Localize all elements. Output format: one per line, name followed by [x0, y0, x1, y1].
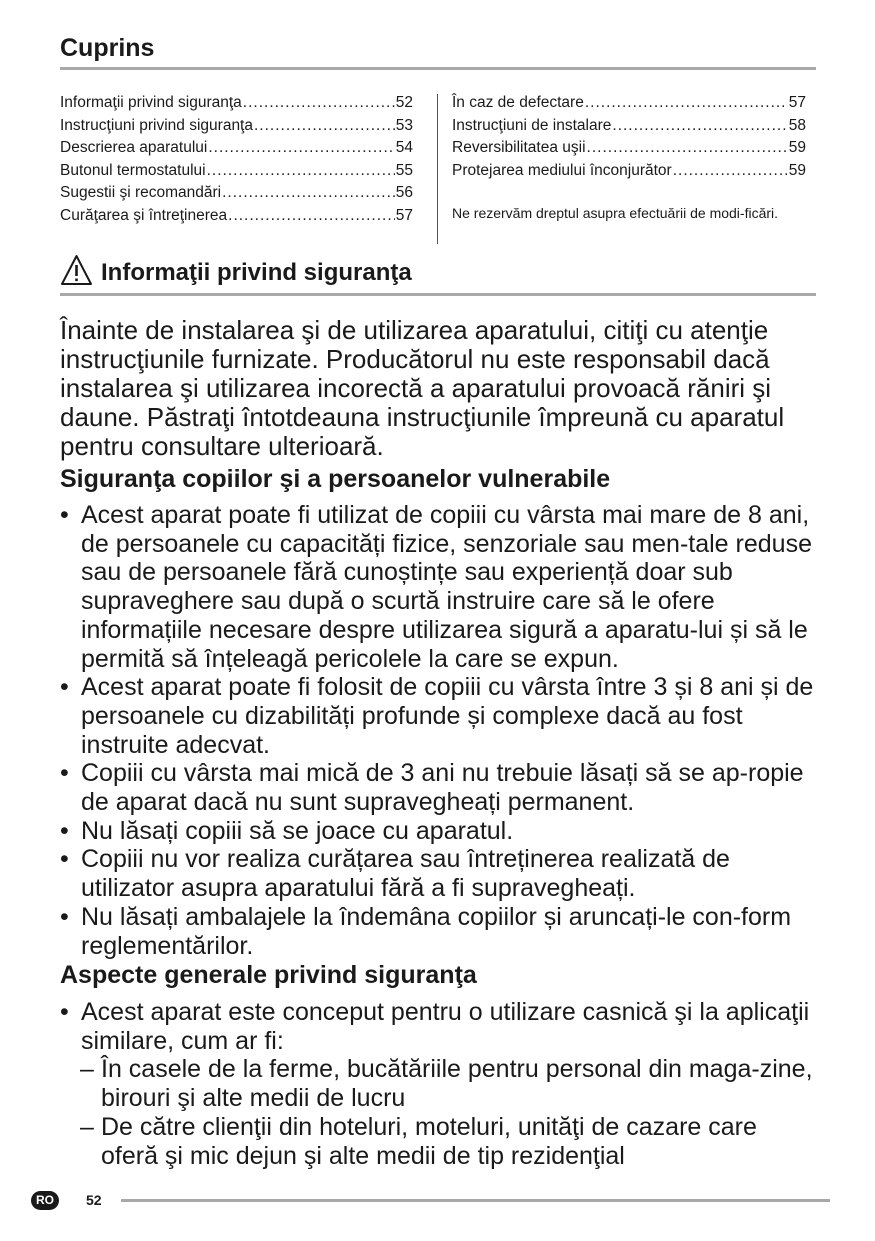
warning-icon	[60, 254, 93, 291]
toc-note: Ne rezervăm dreptul asupra efectuării de modi-ficări.	[452, 205, 779, 221]
list-item: • Acest aparat poate fi utilizat de copiii cu vârsta mai mare de 8 ani, de persoanele cu capacități fizice, senzoriale sau men-tale reduse sau de persoanele fără cunoștințe sau experiență doar sub supraveghere sau după o scurtă instruire care să le ofere informațiile necesare despre utilizarea sigură a aparatu-lui și să le permită să înțeleagă pericolele la care se expun.	[60, 501, 812, 673]
list-item: • Acest aparat poate fi folosit de copiii cu vârsta între 3 și 8 ani și de persoanele cu dizabilități profunde și complexe dacă au fost instruite adecvat.	[60, 673, 814, 759]
page-title: Cuprins	[60, 34, 155, 62]
list-item: • Nu lăsați copiii să se joace cu aparatul.	[60, 816, 514, 845]
toc-item[interactable]: În caz de defectare ..... 57	[452, 92, 806, 115]
children-safety-title: Siguranţa copiilor şi a persoanelor vulnerabile	[60, 465, 611, 493]
list-item: • Copiii nu vor realiza curățarea sau întreținerea realizată de utilizator asupra aparatului fără a fi supravegheați.	[60, 845, 730, 903]
sub-list-item: – În casele de la ferme, bucătăriile pentru personal din maga-zine, birouri şi alte medii de lucru	[80, 1055, 813, 1113]
toc-right-column	[452, 92, 806, 182]
toc-item[interactable]: Reversibilitatea uşii ..... 59	[452, 137, 806, 160]
list-item: • Copiii cu vârsta mai mică de 3 ani nu trebuie lăsați să se ap-ropie de aparat dacă nu sunt supravegheați permanent.	[60, 759, 804, 817]
children-safety-list	[60, 501, 820, 960]
intro-paragraph: Înainte de instalarea şi de utilizarea aparatului, citiţi cu atenţie instrucţiunile furnizate. Producătorul nu este responsabil dacă instalarea şi utilizarea incorectă a aparatului provoacă răniri şi daune. Păstraţi întotdeauna instrucţiunile împreună cu aparatul pentru consultare ulterioară.	[60, 315, 785, 461]
toc-column-divider	[437, 94, 438, 244]
page-number: 52	[86, 1192, 102, 1208]
toc-item[interactable]: Descrierea aparatului ..... 54	[60, 137, 413, 160]
toc-item[interactable]: Butonul termostatului ..... 55	[60, 160, 413, 183]
list-item: • Acest aparat este conceput pentru o utilizare casnică şi la aplicaţii similare, cum ar fi:	[60, 998, 810, 1055]
toc-item[interactable]: Curăţarea şi întreţinerea ..... 57	[60, 205, 413, 228]
general-safety-title: Aspecte generale privind siguranţa	[60, 961, 477, 989]
general-safety-list	[60, 998, 820, 1170]
toc-item[interactable]: Protejarea mediului înconjurător ..... 59	[452, 160, 806, 183]
toc-item[interactable]: Instrucţiuni privind siguranţa ..... 53	[60, 115, 413, 138]
section-divider	[60, 293, 816, 296]
language-badge: RO	[31, 1191, 59, 1210]
sub-list-item: – De către clienţii din hoteluri, moteluri, unităţi de cazare care oferă şi mic dejun şi alte medii de tip rezidenţial	[80, 1112, 757, 1170]
toc-item[interactable]: Instrucţiuni de instalare ..... 58	[452, 115, 806, 138]
toc-item[interactable]: Informaţii privind siguranţa ..... 52	[60, 92, 413, 115]
section-title: Informaţii privind siguranţa	[101, 259, 412, 286]
toc-left-column	[60, 92, 413, 227]
safety-heading	[60, 254, 820, 288]
footer-divider	[121, 1199, 830, 1202]
title-divider	[60, 67, 816, 70]
list-item: • Nu lăsați ambalajele la îndemâna copiilor și aruncați-le con-form reglementărilor.	[60, 902, 792, 960]
toc-item[interactable]: Sugestii şi recomandări ..... 56	[60, 182, 413, 205]
